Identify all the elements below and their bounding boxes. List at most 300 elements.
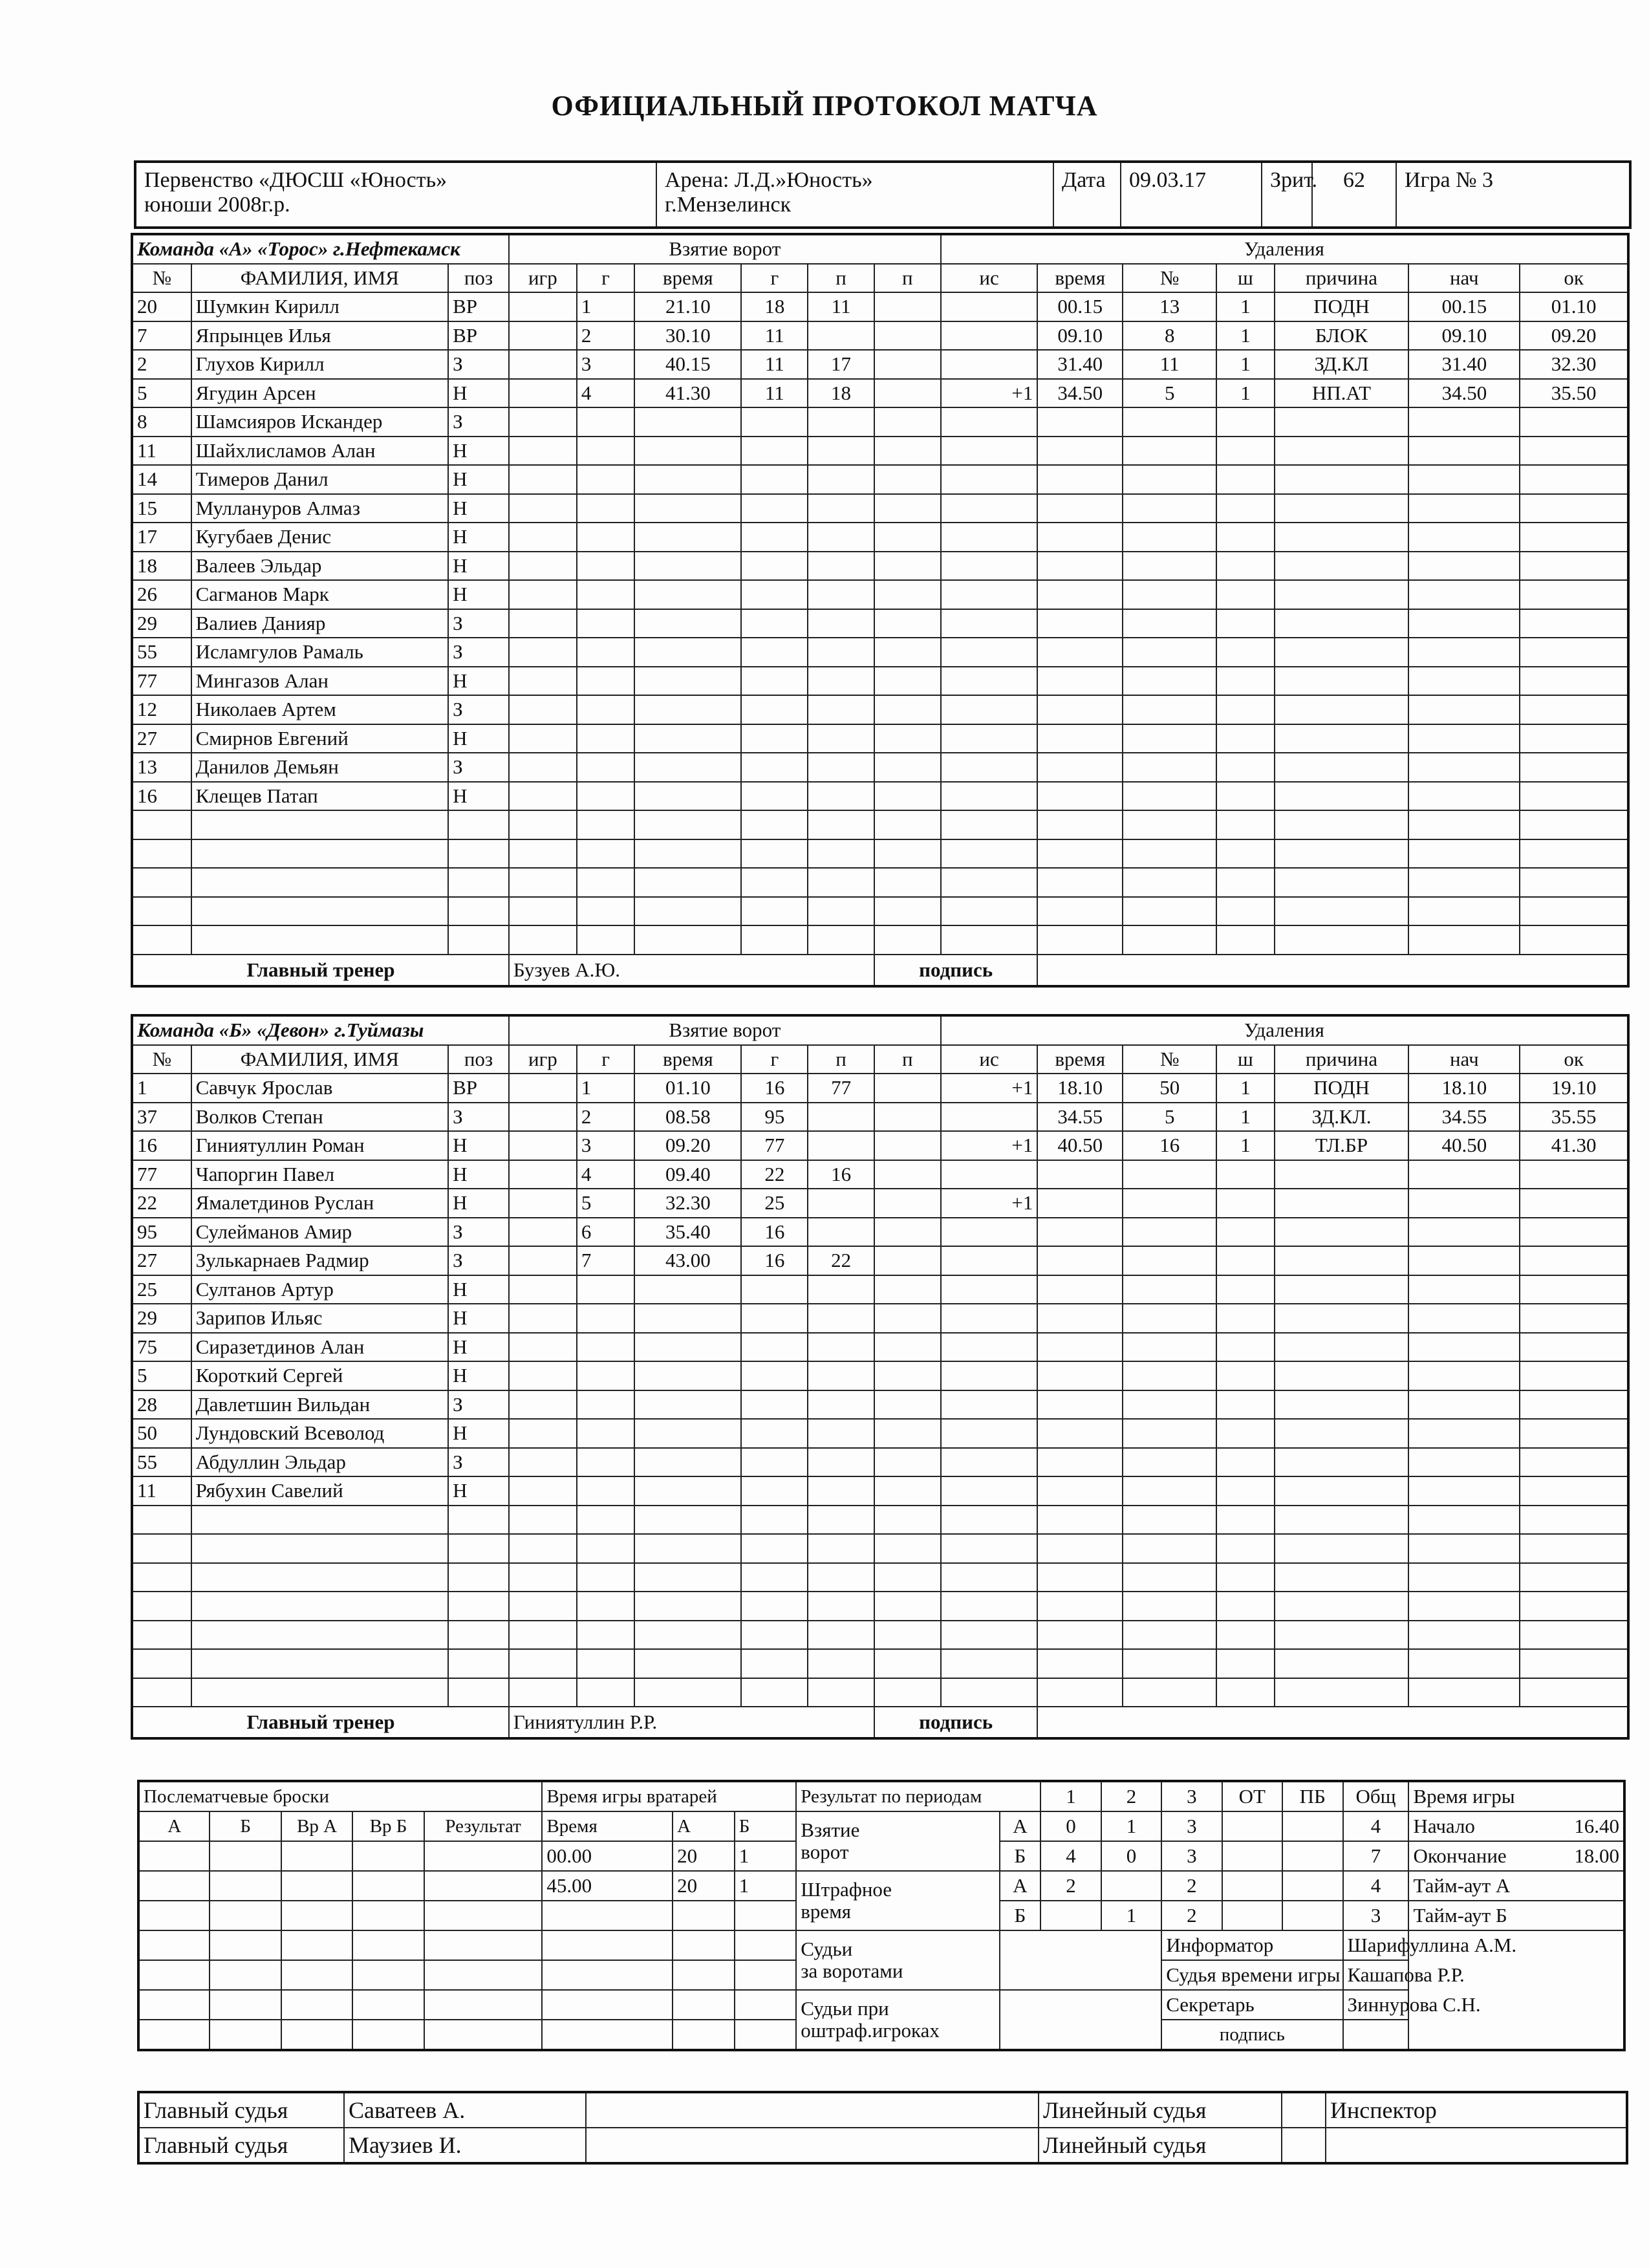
goal-p1 bbox=[808, 1506, 874, 1535]
player-row bbox=[132, 1246, 1628, 1275]
penalty-reason: БЛОК bbox=[1275, 321, 1409, 351]
player-row bbox=[132, 667, 1628, 696]
penalty-start: 00.15 bbox=[1408, 292, 1520, 321]
penalty-start bbox=[1408, 667, 1520, 696]
head-coach-name: Бузуев А.Ю. bbox=[509, 955, 874, 986]
pim-b-pb bbox=[1282, 1901, 1342, 1930]
player-position: Н bbox=[448, 580, 509, 609]
pim-b-total: 3 bbox=[1343, 1901, 1409, 1930]
goal-p2 bbox=[874, 465, 941, 494]
shootout-label: Послематчевые броски bbox=[138, 1781, 542, 1811]
tournament-name: Первенство «ДЮСШ «Юность» bbox=[144, 168, 447, 192]
penalty-num bbox=[1123, 1218, 1216, 1247]
goal-time bbox=[634, 839, 741, 869]
goal-scorer bbox=[741, 1390, 808, 1420]
goal-p1: 22 bbox=[808, 1246, 874, 1275]
goal-p2 bbox=[874, 897, 941, 926]
goal-g: 7 bbox=[577, 1246, 634, 1275]
match-header bbox=[134, 160, 1632, 229]
goal-scorer bbox=[741, 638, 808, 667]
player-row bbox=[132, 350, 1628, 379]
goal-p2 bbox=[874, 494, 941, 523]
shootout-col-result: Результат bbox=[424, 1811, 543, 1841]
goal-time bbox=[634, 782, 741, 811]
penalty-min bbox=[1216, 407, 1274, 437]
penalty-end bbox=[1520, 1448, 1628, 1477]
goal-sit bbox=[941, 782, 1038, 811]
penalty-reason bbox=[1275, 1275, 1409, 1304]
player-position bbox=[448, 868, 509, 897]
penalty-end bbox=[1520, 868, 1628, 897]
penalty-min bbox=[1216, 839, 1274, 869]
goal-p1 bbox=[808, 465, 874, 494]
penalty-min bbox=[1216, 868, 1274, 897]
penalty-reason bbox=[1275, 897, 1409, 926]
penalty-num bbox=[1123, 407, 1216, 437]
penalty-start bbox=[1408, 465, 1520, 494]
penalty-end bbox=[1520, 1218, 1628, 1247]
goal-time bbox=[634, 724, 741, 753]
player-row bbox=[132, 1275, 1628, 1304]
player-name: Короткий Сергей bbox=[191, 1361, 449, 1390]
penalty-reason: ЗД.КЛ. bbox=[1275, 1103, 1409, 1132]
player-position: З bbox=[448, 407, 509, 437]
penalty-time bbox=[1037, 1592, 1123, 1621]
penalty-start bbox=[1408, 1534, 1520, 1563]
penalty-reason bbox=[1275, 1506, 1409, 1535]
goal-sit bbox=[941, 580, 1038, 609]
player-position: Н bbox=[448, 1419, 509, 1448]
penalty-reason bbox=[1275, 1678, 1409, 1707]
team-caption: Команда «А» «Торос» г.Нефтекамск bbox=[132, 234, 509, 264]
pim-b-p2: 1 bbox=[1101, 1901, 1161, 1930]
player-played bbox=[509, 379, 577, 408]
penalty-num bbox=[1123, 1390, 1216, 1420]
goals-a-total: 4 bbox=[1343, 1811, 1409, 1841]
penalty-time bbox=[1037, 1333, 1123, 1362]
penalty-end bbox=[1520, 695, 1628, 724]
penalty-time bbox=[1037, 1476, 1123, 1506]
penalty-min bbox=[1216, 1592, 1274, 1621]
penalty-min: 1 bbox=[1216, 350, 1274, 379]
penalty-reason bbox=[1275, 695, 1409, 724]
penalty-time bbox=[1037, 523, 1123, 552]
penalty-time bbox=[1037, 1678, 1123, 1707]
penalty-min bbox=[1216, 1621, 1274, 1650]
penalty-end: 41.30 bbox=[1520, 1131, 1628, 1160]
goal-g bbox=[577, 1534, 634, 1563]
goal-g bbox=[577, 1275, 634, 1304]
penalty-min bbox=[1216, 1361, 1274, 1390]
player-name: Зарипов Ильяс bbox=[191, 1304, 449, 1333]
goal-sit bbox=[941, 839, 1038, 869]
goal-p1 bbox=[808, 724, 874, 753]
game-time-label: Время игры bbox=[1408, 1781, 1624, 1811]
player-row bbox=[132, 1649, 1628, 1678]
penalty-min bbox=[1216, 1218, 1274, 1247]
penalty-end bbox=[1520, 1246, 1628, 1275]
player-played bbox=[509, 465, 577, 494]
column-header-time: время bbox=[634, 1045, 741, 1074]
player-row bbox=[132, 609, 1628, 638]
player-played bbox=[509, 1189, 577, 1218]
goal-g bbox=[577, 810, 634, 839]
column-header-pen-time: время bbox=[1037, 1045, 1123, 1074]
goal-time bbox=[634, 810, 741, 839]
penalty-num bbox=[1123, 1506, 1216, 1535]
player-number: 11 bbox=[132, 1476, 191, 1506]
goal-time: 40.15 bbox=[634, 350, 741, 379]
goal-scorer bbox=[741, 552, 808, 581]
penalty-end bbox=[1520, 1419, 1628, 1448]
penalty-min bbox=[1216, 1189, 1274, 1218]
penalty-min: 1 bbox=[1216, 1103, 1274, 1132]
penalty-min bbox=[1216, 897, 1274, 926]
penalty-min bbox=[1216, 523, 1274, 552]
goal-time bbox=[634, 1333, 741, 1362]
goals-section-label: Взятие ворот bbox=[509, 234, 941, 264]
penalty-num bbox=[1123, 523, 1216, 552]
player-played bbox=[509, 1476, 577, 1506]
goal-time bbox=[634, 1275, 741, 1304]
goal-sit bbox=[941, 1333, 1038, 1362]
player-number: 12 bbox=[132, 695, 191, 724]
goal-p2 bbox=[874, 1304, 941, 1333]
column-header-pass1: п bbox=[808, 1045, 874, 1074]
player-number: 29 bbox=[132, 1304, 191, 1333]
goal-sit bbox=[941, 1534, 1038, 1563]
player-name: Николаев Артем bbox=[191, 695, 449, 724]
player-number bbox=[132, 925, 191, 955]
goal-g: 1 bbox=[577, 292, 634, 321]
goal-p1 bbox=[808, 1476, 874, 1506]
goal-sit bbox=[941, 753, 1038, 782]
player-name: Кугубаев Денис bbox=[191, 523, 449, 552]
end-cell bbox=[1408, 1841, 1624, 1871]
penalty-min: 1 bbox=[1216, 292, 1274, 321]
penalty-time: 34.50 bbox=[1037, 379, 1123, 408]
goal-p2 bbox=[874, 350, 941, 379]
penalty-time bbox=[1037, 753, 1123, 782]
goal-sit bbox=[941, 1448, 1038, 1477]
penalty-start bbox=[1408, 839, 1520, 869]
penalty-start bbox=[1408, 1189, 1520, 1218]
player-row bbox=[132, 1563, 1628, 1592]
player-name: Шумкин Кирилл bbox=[191, 292, 449, 321]
player-position: Н bbox=[448, 379, 509, 408]
penalty-time bbox=[1037, 1534, 1123, 1563]
coach-signature bbox=[1037, 955, 1628, 986]
penalty-time bbox=[1037, 1304, 1123, 1333]
player-name bbox=[191, 1506, 449, 1535]
player-name: Шамсияров Искандер bbox=[191, 407, 449, 437]
goal-p1 bbox=[808, 638, 874, 667]
penalty-min bbox=[1216, 1390, 1274, 1420]
penalty-time bbox=[1037, 494, 1123, 523]
penalty-num bbox=[1123, 1304, 1216, 1333]
goal-time: 01.10 bbox=[634, 1074, 741, 1103]
goal-p2 bbox=[874, 1649, 941, 1678]
goal-p1 bbox=[808, 1361, 874, 1390]
end-time: 18.00 bbox=[1574, 1844, 1619, 1867]
penalty-end bbox=[1520, 782, 1628, 811]
player-row bbox=[132, 1131, 1628, 1160]
goal-p1 bbox=[808, 580, 874, 609]
penalty-reason bbox=[1275, 1621, 1409, 1650]
goals-label bbox=[796, 1811, 999, 1871]
player-position: З bbox=[448, 1103, 509, 1132]
goal-g bbox=[577, 1304, 634, 1333]
penalty-time bbox=[1037, 552, 1123, 581]
player-name: Абдуллин Эльдар bbox=[191, 1448, 449, 1477]
penalty-num: 5 bbox=[1123, 379, 1216, 408]
match-date: 09.03.17 bbox=[1121, 162, 1262, 228]
penalty-end bbox=[1520, 1678, 1628, 1707]
player-name: Валеев Эльдар bbox=[191, 552, 449, 581]
secretary-label: Секретарь bbox=[1161, 1990, 1342, 2020]
goal-judges-line1: Судьи bbox=[801, 1938, 853, 1960]
goal-sit bbox=[941, 724, 1038, 753]
player-played bbox=[509, 1361, 577, 1390]
goal-time: 08.58 bbox=[634, 1103, 741, 1132]
pim-a-p3: 2 bbox=[1161, 1871, 1222, 1901]
penalty-time bbox=[1037, 782, 1123, 811]
player-number: 29 bbox=[132, 609, 191, 638]
penalty-num bbox=[1123, 1563, 1216, 1592]
goal-p2 bbox=[874, 1476, 941, 1506]
penalty-end bbox=[1520, 1506, 1628, 1535]
goal-p2 bbox=[874, 925, 941, 955]
penalty-num bbox=[1123, 1476, 1216, 1506]
penalty-end: 01.10 bbox=[1520, 292, 1628, 321]
goal-p2 bbox=[874, 1160, 941, 1189]
penalty-num bbox=[1123, 1649, 1216, 1678]
player-name: Сагманов Марк bbox=[191, 580, 449, 609]
player-played bbox=[509, 523, 577, 552]
goal-scorer: 95 bbox=[741, 1103, 808, 1132]
column-header-pass1: п bbox=[808, 264, 874, 293]
spectators-label: Зрит. bbox=[1262, 162, 1312, 228]
penalty-start bbox=[1408, 897, 1520, 926]
player-row bbox=[132, 1534, 1628, 1563]
player-position: Н bbox=[448, 437, 509, 466]
player-row bbox=[132, 407, 1628, 437]
goal-time bbox=[634, 1621, 741, 1650]
tournament-age: юноши 2008г.р. bbox=[144, 193, 290, 217]
penalty-start bbox=[1408, 1275, 1520, 1304]
penalty-time: 09.10 bbox=[1037, 321, 1123, 351]
penalty-start bbox=[1408, 437, 1520, 466]
player-row bbox=[132, 868, 1628, 897]
goal-sit bbox=[941, 465, 1038, 494]
goal-p1 bbox=[808, 1304, 874, 1333]
penalty-reason: ПОДН bbox=[1275, 1074, 1409, 1103]
head-coach-name: Гиниятуллин Р.Р. bbox=[509, 1707, 874, 1738]
goal-sit bbox=[941, 292, 1038, 321]
goal-sit bbox=[941, 1506, 1038, 1535]
goal-g: 2 bbox=[577, 321, 634, 351]
goal-p1 bbox=[808, 1333, 874, 1362]
goal-sit bbox=[941, 1390, 1038, 1420]
penalty-num bbox=[1123, 1534, 1216, 1563]
penalty-start: 09.10 bbox=[1408, 321, 1520, 351]
gk-row2-b: 1 bbox=[735, 1871, 797, 1901]
goal-g bbox=[577, 609, 634, 638]
penalty-num bbox=[1123, 810, 1216, 839]
player-played bbox=[509, 1534, 577, 1563]
penalty-time bbox=[1037, 1390, 1123, 1420]
goal-sit bbox=[941, 437, 1038, 466]
goal-p1 bbox=[808, 1678, 874, 1707]
column-header-name: ФАМИЛИЯ, ИМЯ bbox=[191, 264, 449, 293]
player-position: З bbox=[448, 609, 509, 638]
penalty-num bbox=[1123, 782, 1216, 811]
goal-time: 09.40 bbox=[634, 1160, 741, 1189]
penalty-reason bbox=[1275, 868, 1409, 897]
gk-row2-time: 45.00 bbox=[542, 1871, 673, 1901]
player-position bbox=[448, 810, 509, 839]
penalty-reason: ЗД.КЛ bbox=[1275, 350, 1409, 379]
player-number bbox=[132, 868, 191, 897]
penalty-reason bbox=[1275, 1448, 1409, 1477]
gk-row1-a: 20 bbox=[673, 1841, 735, 1871]
player-played bbox=[509, 1246, 577, 1275]
player-name bbox=[191, 1534, 449, 1563]
inspector-label: Инспектор bbox=[1326, 2092, 1627, 2128]
penalty-reason bbox=[1275, 1534, 1409, 1563]
penalty-num: 16 bbox=[1123, 1131, 1216, 1160]
player-row bbox=[132, 1160, 1628, 1189]
player-name: Султанов Артур bbox=[191, 1275, 449, 1304]
goal-sit bbox=[941, 1361, 1038, 1390]
goal-scorer bbox=[741, 437, 808, 466]
shootout-col-gkb: Вр Б bbox=[352, 1811, 424, 1841]
goal-p2 bbox=[874, 1189, 941, 1218]
penalty-time bbox=[1037, 1506, 1123, 1535]
penalty-start bbox=[1408, 609, 1520, 638]
penalty-start bbox=[1408, 782, 1520, 811]
goal-g bbox=[577, 1476, 634, 1506]
goal-g bbox=[577, 695, 634, 724]
spectators-count: 62 bbox=[1312, 162, 1396, 228]
goal-scorer bbox=[741, 810, 808, 839]
penalty-min bbox=[1216, 925, 1274, 955]
player-number: 26 bbox=[132, 580, 191, 609]
penalty-num bbox=[1123, 695, 1216, 724]
start-label: Начало bbox=[1413, 1815, 1475, 1837]
player-row bbox=[132, 695, 1628, 724]
goal-time bbox=[634, 667, 741, 696]
goal-g bbox=[577, 1390, 634, 1420]
player-name: Клещев Патап bbox=[191, 782, 449, 811]
penalty-min bbox=[1216, 1563, 1274, 1592]
goal-p2 bbox=[874, 292, 941, 321]
pim-label-line1: Штрафное bbox=[801, 1878, 892, 1901]
player-row bbox=[132, 1390, 1628, 1420]
player-number: 27 bbox=[132, 724, 191, 753]
goal-time: 32.30 bbox=[634, 1189, 741, 1218]
goal-p1 bbox=[808, 494, 874, 523]
column-header-start: нач bbox=[1408, 1045, 1520, 1074]
penalty-reason: ТЛ.БР bbox=[1275, 1131, 1409, 1160]
goal-g bbox=[577, 1592, 634, 1621]
penalty-end bbox=[1520, 407, 1628, 437]
player-position bbox=[448, 1506, 509, 1535]
penalty-num: 11 bbox=[1123, 350, 1216, 379]
penalty-end: 32.30 bbox=[1520, 350, 1628, 379]
penalty-end bbox=[1520, 667, 1628, 696]
goal-scorer: 25 bbox=[741, 1189, 808, 1218]
player-position: ВР bbox=[448, 321, 509, 351]
goal-g bbox=[577, 552, 634, 581]
player-number: 18 bbox=[132, 552, 191, 581]
period-col-3: 3 bbox=[1161, 1781, 1222, 1811]
penalty-start: 34.55 bbox=[1408, 1103, 1520, 1132]
penalty-end bbox=[1520, 1621, 1628, 1650]
goal-scorer bbox=[741, 1592, 808, 1621]
player-name bbox=[191, 1563, 449, 1592]
goal-sit bbox=[941, 1621, 1038, 1650]
player-number: 8 bbox=[132, 407, 191, 437]
goal-time bbox=[634, 753, 741, 782]
pim-a-pb bbox=[1282, 1871, 1342, 1901]
player-number: 25 bbox=[132, 1275, 191, 1304]
goal-p1 bbox=[808, 1218, 874, 1247]
goal-scorer bbox=[741, 465, 808, 494]
goals-b-pb bbox=[1282, 1841, 1342, 1871]
goals-b-ot bbox=[1222, 1841, 1282, 1871]
player-position: Н bbox=[448, 1333, 509, 1362]
penalty-min: 1 bbox=[1216, 1074, 1274, 1103]
penalty-start bbox=[1408, 407, 1520, 437]
goal-scorer bbox=[741, 1275, 808, 1304]
penalty-end: 09.20 bbox=[1520, 321, 1628, 351]
penalty-time bbox=[1037, 1563, 1123, 1592]
penalty-min bbox=[1216, 1246, 1274, 1275]
goal-time bbox=[634, 523, 741, 552]
goal-time bbox=[634, 580, 741, 609]
goal-time: 30.10 bbox=[634, 321, 741, 351]
penalty-time bbox=[1037, 868, 1123, 897]
column-header-g: г bbox=[577, 264, 634, 293]
column-header-played: игр bbox=[509, 1045, 577, 1074]
penalty-reason bbox=[1275, 552, 1409, 581]
penalty-end bbox=[1520, 1361, 1628, 1390]
penalty-start bbox=[1408, 1333, 1520, 1362]
penalty-time bbox=[1037, 1621, 1123, 1650]
goal-p2 bbox=[874, 1131, 941, 1160]
main-referee-1: Саватеев А. bbox=[344, 2092, 586, 2128]
goal-p2 bbox=[874, 1592, 941, 1621]
player-position: Н bbox=[448, 1361, 509, 1390]
player-position: Н bbox=[448, 523, 509, 552]
goal-sit bbox=[941, 1218, 1038, 1247]
penalty-time bbox=[1037, 437, 1123, 466]
player-number: 77 bbox=[132, 1160, 191, 1189]
pim-team-b: Б bbox=[1000, 1901, 1041, 1930]
goal-sit bbox=[941, 1103, 1038, 1132]
penalty-num bbox=[1123, 1361, 1216, 1390]
goals-team-a: А bbox=[1000, 1811, 1041, 1841]
penalty-num bbox=[1123, 1189, 1216, 1218]
player-row bbox=[132, 321, 1628, 351]
goal-time bbox=[634, 868, 741, 897]
goal-time bbox=[634, 925, 741, 955]
penalty-time bbox=[1037, 609, 1123, 638]
goal-p1: 16 bbox=[808, 1160, 874, 1189]
goal-scorer: 11 bbox=[741, 379, 808, 408]
penalty-reason bbox=[1275, 1189, 1409, 1218]
